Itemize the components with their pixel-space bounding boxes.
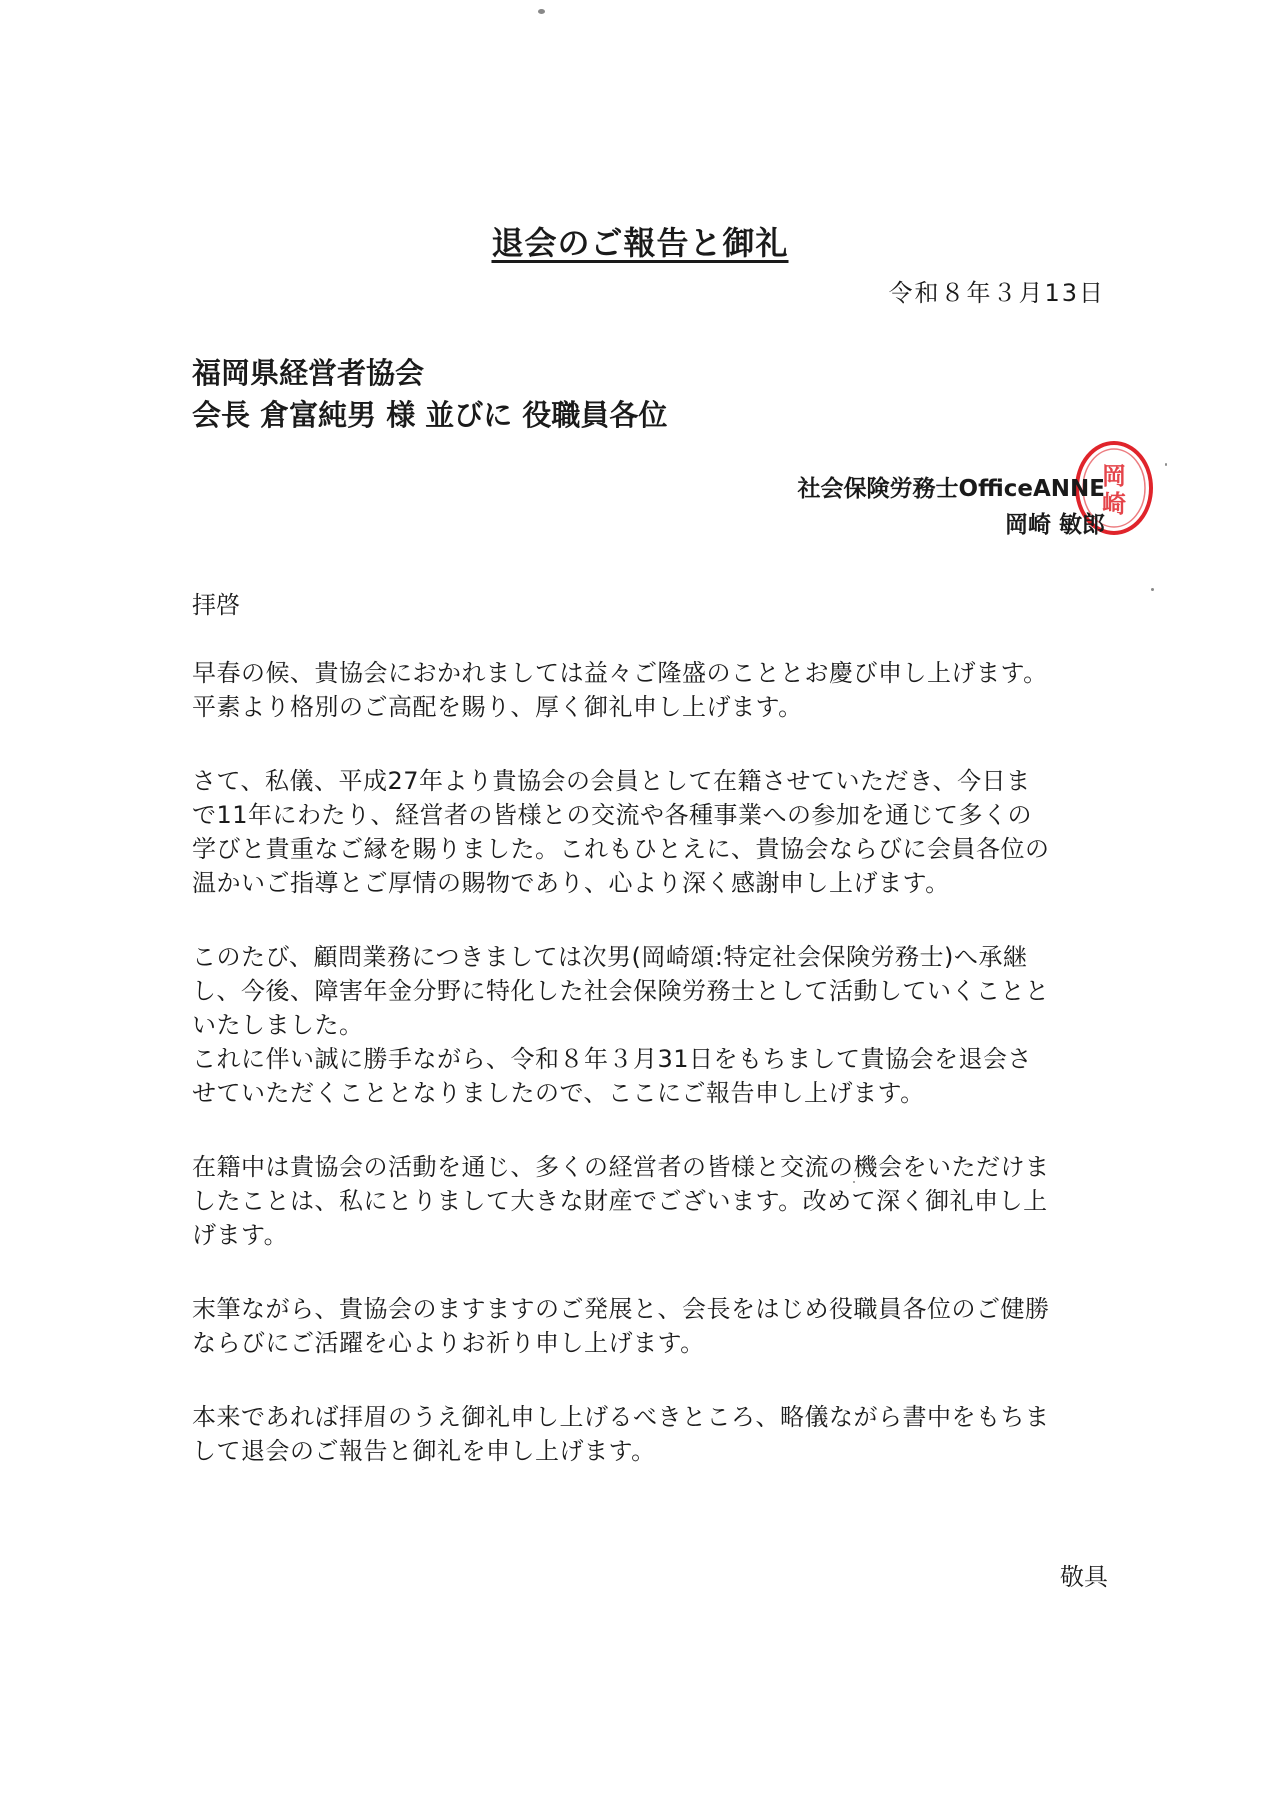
body-line: 温かいご指導とご厚情の賜物であり、心より深く感謝申し上げます。 <box>192 869 950 897</box>
scan-speck <box>1151 588 1154 591</box>
salutation: 拝啓 <box>192 591 240 619</box>
body-paragraph <box>192 764 1097 900</box>
body-line: いたしました。 <box>192 1011 364 1039</box>
body-paragraph <box>192 940 1097 1110</box>
letter-body <box>192 656 1097 1508</box>
recipient-organization: 福岡県経営者協会 <box>192 356 425 390</box>
body-line: 学びと貴重なご縁を賜りました。これもひとえに、貴協会ならびに会員各位の <box>192 835 1050 863</box>
body-paragraph <box>192 1150 1097 1252</box>
recipient-block <box>192 352 667 436</box>
closing: 敬具 <box>1060 1563 1108 1591</box>
body-line: 末筆ながら、貴協会のますますのご発展と、会長をはじめ役職員各位のご健勝 <box>192 1295 1050 1323</box>
body-line: げます。 <box>192 1221 289 1249</box>
body-paragraph <box>192 1400 1097 1468</box>
body-line: して退会のご報告と御礼を申し上げます。 <box>192 1437 656 1465</box>
body-line: で11年にわたり、経営者の皆様との交流や各種事業への参加を通じて多くの <box>192 801 1033 829</box>
recipient-addressee: 会長 倉富純男 様 並びに 役職員各位 <box>192 398 668 432</box>
sender-block <box>798 471 1105 543</box>
body-line: 早春の候、貴協会におかれましては益々ご隆盛のこととお慶び申し上げます。 <box>192 659 1048 687</box>
body-line: 平素より格別のご高配を賜り、厚く御礼申し上げます。 <box>192 693 803 721</box>
body-line: さて、私儀、平成27年より貴協会の会員として在籍させていただき、今日ま <box>192 767 1031 795</box>
body-line: し、今後、障害年金分野に特化した社会保険労務士として活動していくことと <box>192 977 1050 1005</box>
svg-text:崎: 崎 <box>1102 489 1126 518</box>
svg-text:岡: 岡 <box>1102 461 1126 490</box>
body-line: これに伴い誠に勝手ながら、令和８年３月31日をもちまして貴協会を退会さ <box>192 1045 1033 1073</box>
body-line: 在籍中は貴協会の活動を通じ、多くの経営者の皆様と交流の機会をいただけま <box>192 1153 1050 1181</box>
body-paragraph <box>192 656 1097 724</box>
body-line: このたび、顧問業務につきましては次男(岡崎頌:特定社会保険労務士)へ承継 <box>192 943 1028 971</box>
letter-date: 令和８年３月13日 <box>888 279 1105 307</box>
body-line: ならびにご活躍を心よりお祈り申し上げます。 <box>192 1329 705 1357</box>
sender-name: 岡崎 敏郎 <box>1004 512 1105 538</box>
letter-title: 退会のご報告と御礼 <box>491 224 789 262</box>
scan-speck <box>1165 463 1167 466</box>
body-paragraph <box>192 1292 1097 1360</box>
body-line: したことは、私にとりまして大きな財産でございます。改めて深く御礼申し上 <box>192 1187 1048 1215</box>
scan-speck <box>853 1181 855 1183</box>
scan-speck <box>538 9 545 14</box>
sender-office: 社会保険労務士OfficeANNE <box>797 476 1105 502</box>
body-line: せていただくこととなりましたので、ここにご報告申し上げます。 <box>192 1079 925 1107</box>
body-line: 本来であれば拝眉のうえ御礼申し上げるべきところ、略儀ながら書中をもちま <box>192 1403 1050 1431</box>
